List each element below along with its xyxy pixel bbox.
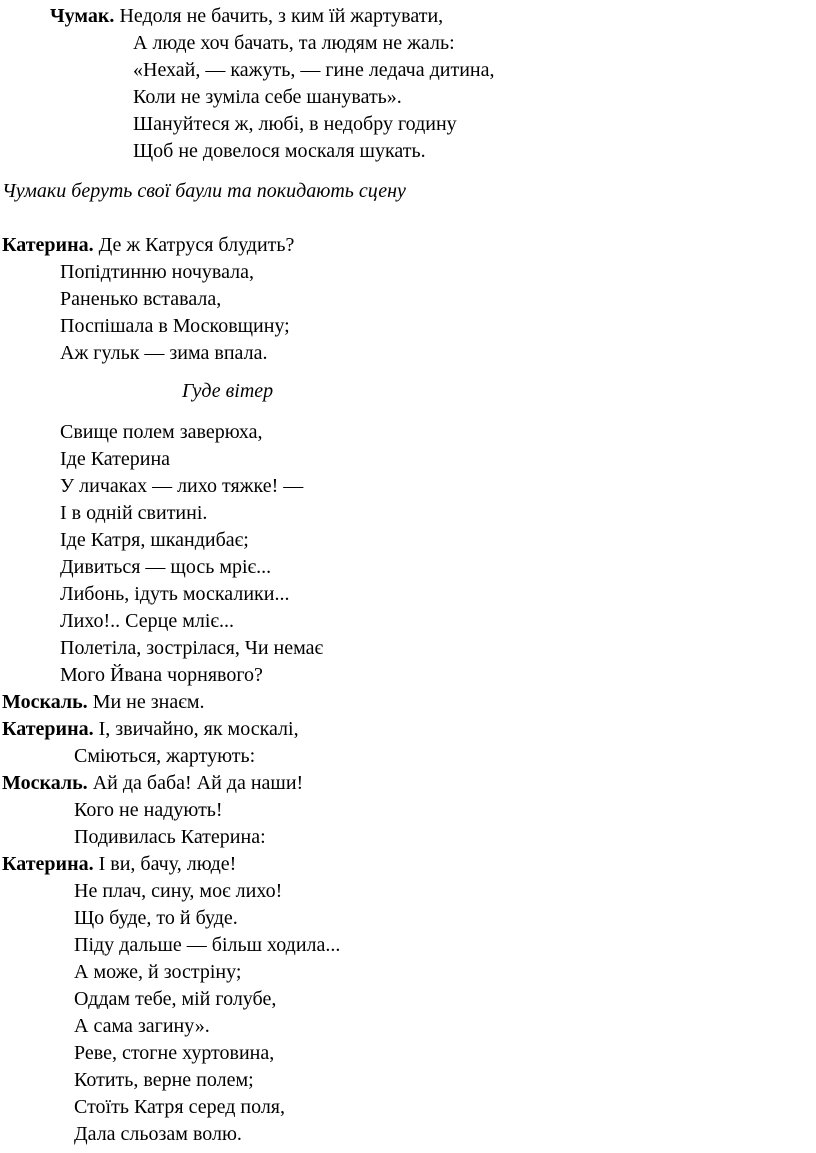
verse-line: І в одній свитині. <box>60 502 208 524</box>
verse-line: Либонь, ідуть москалики... <box>60 583 290 605</box>
verse-text: Де ж Катруся блудить? <box>98 234 295 256</box>
verse-line: У личаках — лихо тяжке! — <box>60 475 304 497</box>
verse-line: А люде хоч бачать, та людям не жаль: <box>133 32 455 54</box>
verse-line: Щоб не довелося москаля шукать. <box>133 140 426 162</box>
speech-line-katerina <box>2 232 294 258</box>
verse-line: Аж гульк — зима впала. <box>60 342 268 364</box>
speech-line-katerina <box>2 851 236 877</box>
speaker-name: Катерина. <box>2 853 94 875</box>
verse-line: Попідтинню ночувала, <box>60 261 255 283</box>
speaker-name: Москаль. <box>2 691 88 713</box>
verse-line: Шануйтеся ж, любі, в недобру годину <box>133 113 457 135</box>
verse-line: Лихо!.. Серце мліє... <box>60 610 234 632</box>
speech-line-katerina <box>2 716 299 742</box>
verse-line: «Нехай, — кажуть, — гине ледача дитина, <box>133 59 495 81</box>
verse-line: Поспішала в Московщину; <box>60 315 290 337</box>
verse-line: Піду дальше — більш ходила... <box>74 934 341 956</box>
verse-line: А сама загину». <box>74 1015 210 1037</box>
speech-line-moskal <box>2 689 204 715</box>
stage-direction: Гуде вітер <box>182 380 274 402</box>
verse-line: Іде Катря, шкандибає; <box>60 529 249 551</box>
verse-line: Коли не зуміла себе шанувать». <box>133 86 402 108</box>
verse-line: Мого Йвана чорнявого? <box>60 664 263 686</box>
verse-line: Свище полем заверюха, <box>60 421 263 443</box>
speech-line-moskal <box>2 770 303 796</box>
verse-line: Сміються, жартують: <box>74 745 256 767</box>
verse-line: Котить, верне полем; <box>74 1069 254 1091</box>
speaker-name: Чумак. <box>50 5 115 27</box>
verse-line: Подивилась Катерина: <box>74 826 266 848</box>
verse-line: Реве, стогне хуртовина, <box>74 1042 275 1064</box>
verse-line: Оддам тебе, мій голубе, <box>74 988 277 1010</box>
verse-line: Іде Катерина <box>60 448 171 470</box>
verse-line: Кого не надують! <box>74 799 223 821</box>
verse-line: Не плач, сину, моє лихо! <box>74 880 283 902</box>
verse-line: Раненько вставала, <box>60 288 222 310</box>
verse-line: Що буде, то й буде. <box>74 907 238 929</box>
verse-line: Дала сльозам волю. <box>74 1123 242 1145</box>
verse-line: Полетіла, зострілася, Чи немає <box>60 637 324 659</box>
verse-line: Дивиться — щось мріє... <box>60 556 272 578</box>
stage-direction: Чумаки беруть свої баули та покидають сцену <box>2 180 406 202</box>
speaker-name: Катерина. <box>2 718 94 740</box>
verse-line: А може, й зостріну; <box>74 961 242 983</box>
verse-text: Ай да баба! Ай да наши! <box>92 772 304 794</box>
verse-text: Недоля не бачить, з ким їй жартувати, <box>119 5 444 27</box>
speaker-name: Москаль. <box>2 772 88 794</box>
speaker-name: Катерина. <box>2 234 94 256</box>
verse-text: І ви, бачу, люде! <box>98 853 237 875</box>
speech-line-chumak <box>50 3 443 29</box>
verse-text: Ми не знаєм. <box>92 691 205 713</box>
verse-line: Стоїть Катря серед поля, <box>74 1096 285 1118</box>
verse-text: І, звичайно, як москалі, <box>98 718 299 740</box>
